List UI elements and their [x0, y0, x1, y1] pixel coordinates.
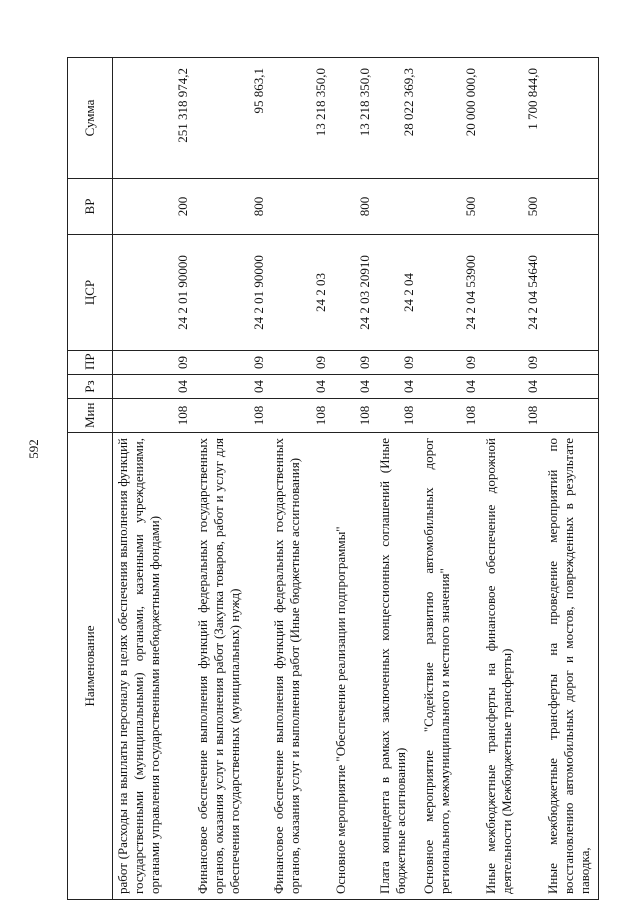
row-vr — [375, 179, 419, 235]
row-pr: 09 — [269, 351, 331, 375]
table-row — [375, 58, 419, 900]
table-row — [481, 58, 543, 900]
table-row — [193, 58, 269, 900]
row-csr: 24 2 03 20910 — [331, 235, 375, 351]
row-name: Иные межбюджетные трансферты на проведение мероприятий по восстановлению автомобильных дорог и мостов, поврежденных в результате паводка, — [543, 433, 599, 900]
row-rz — [543, 375, 599, 399]
rotated-budget-table-page — [67, 58, 596, 900]
row-min: 108 — [375, 399, 419, 433]
row-pr: 09 — [113, 351, 193, 375]
row-name: Основное мероприятие "Содействие развитию автомобильных дорог регионального, межмуниципального и местного значения" — [419, 433, 481, 900]
header-name: Наименование — [68, 433, 113, 900]
row-sum — [543, 58, 599, 179]
budget-table — [67, 57, 599, 900]
row-name: Финансовое обеспечение выполнения функций федеральных государственных органов, оказания услуг и выполнения работ (Закупка товаров, работ и услуг для обеспечения государственных (муниципальных) нужд) — [193, 433, 269, 900]
header-row — [68, 58, 113, 900]
row-csr: 24 2 01 90000 — [113, 235, 193, 351]
row-sum: 20 000 000,0 — [419, 58, 481, 179]
header-csr: ЦСР — [68, 235, 113, 351]
row-vr: 200 — [113, 179, 193, 235]
row-sum: 251 318 974,2 — [113, 58, 193, 179]
row-min: 108 — [113, 399, 193, 433]
page-number: 592 — [26, 439, 41, 459]
header-min: Мин — [68, 399, 113, 433]
row-name: Финансовое обеспечение выполнения функций федеральных государственных органов, оказания услуг и выполнения работ (Иные бюджетные ассигнования) — [269, 433, 331, 900]
row-csr: 24 2 04 54640 — [481, 235, 543, 351]
row-vr — [543, 179, 599, 235]
row-name: Плата концедента в рамках заключенных концессионных соглашений (Иные бюджетные ассигнования) — [375, 433, 419, 900]
table-row — [331, 58, 375, 900]
header-sum: Сумма — [68, 58, 113, 179]
row-name: Иные межбюджетные трансферты на финансовое обеспечение дорожной деятельности (Межбюджетные трансферты) — [481, 433, 543, 900]
row-rz: 04 — [375, 375, 419, 399]
table-row — [269, 58, 331, 900]
row-min: 108 — [331, 399, 375, 433]
row-csr: 24 2 04 53900 — [419, 235, 481, 351]
row-vr: 500 — [419, 179, 481, 235]
row-sum: 13 218 350,0 — [269, 58, 331, 179]
row-pr — [543, 351, 599, 375]
row-sum: 28 022 369,3 — [375, 58, 419, 179]
row-rz: 04 — [331, 375, 375, 399]
row-vr: 500 — [481, 179, 543, 235]
header-vr: ВР — [68, 179, 113, 235]
row-csr: 24 2 04 — [375, 235, 419, 351]
row-name: Основное мероприятие "Обеспечение реализации подпрограммы" — [331, 433, 375, 900]
row-csr: 24 2 01 90000 — [193, 235, 269, 351]
row-pr: 09 — [193, 351, 269, 375]
row-vr — [269, 179, 331, 235]
row-csr — [543, 235, 599, 351]
row-vr: 800 — [193, 179, 269, 235]
row-sum: 95 863,1 — [193, 58, 269, 179]
row-vr: 800 — [331, 179, 375, 235]
row-rz: 04 — [481, 375, 543, 399]
row-rz: 04 — [269, 375, 331, 399]
table-row — [419, 58, 481, 900]
row-pr: 09 — [331, 351, 375, 375]
row-name: работ (Расходы на выплаты персоналу в целях обеспечения выполнения функций государственными (муниципальными) органами, казенными учреждениями, органами управления государственными внебюджетными фондами) — [113, 433, 193, 900]
row-pr: 09 — [481, 351, 543, 375]
row-min — [543, 399, 599, 433]
row-rz: 04 — [193, 375, 269, 399]
row-min: 108 — [193, 399, 269, 433]
row-min: 108 — [269, 399, 331, 433]
row-rz: 04 — [113, 375, 193, 399]
row-sum: 13 218 350,0 — [331, 58, 375, 179]
row-min: 108 — [481, 399, 543, 433]
row-sum: 1 700 844,0 — [481, 58, 543, 179]
row-pr: 09 — [419, 351, 481, 375]
row-min: 108 — [419, 399, 481, 433]
row-rz: 04 — [419, 375, 481, 399]
row-pr: 09 — [375, 351, 419, 375]
row-csr: 24 2 03 — [269, 235, 331, 351]
header-pr: ПР — [68, 351, 113, 375]
table-row — [113, 58, 193, 900]
table-row — [543, 58, 599, 900]
header-rz: Рз — [68, 375, 113, 399]
